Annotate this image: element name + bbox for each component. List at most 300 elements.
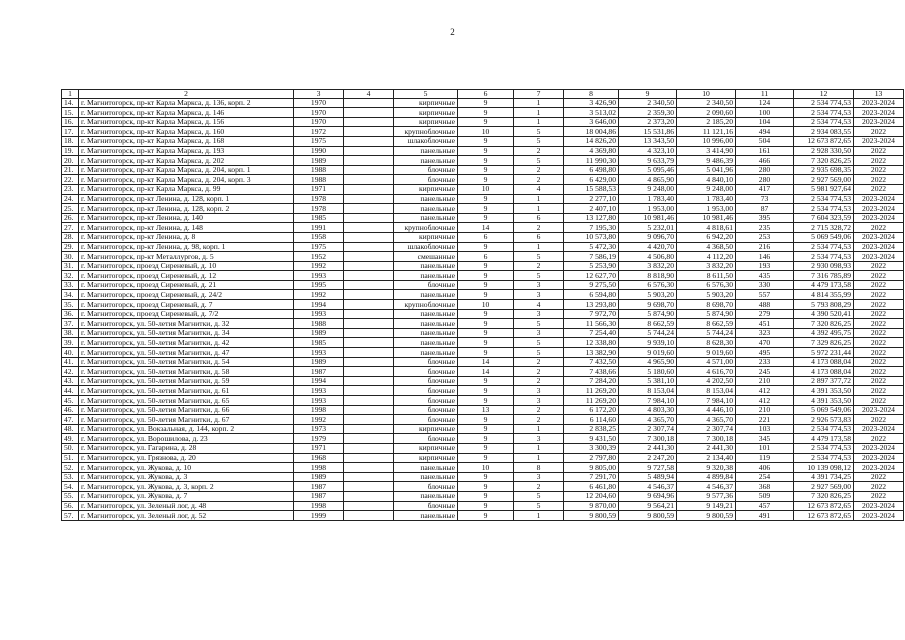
- table-cell: 2 340,50: [619, 98, 677, 108]
- table-cell: [344, 511, 394, 521]
- table-cell: 1: [514, 242, 564, 252]
- column-number-cell: 4: [344, 90, 394, 99]
- table-cell: 11 566,30: [564, 319, 619, 329]
- table-cell: 1975: [294, 136, 344, 146]
- table-cell: 7 316 785,89: [794, 271, 854, 281]
- table-cell: 9: [458, 472, 514, 482]
- table-cell: панельные: [394, 309, 458, 319]
- table-row: [62, 309, 904, 319]
- table-cell: 2 934 083,55: [794, 127, 854, 137]
- table-cell: г. Магнитогорск, ул. Жукова, д. 10: [79, 463, 294, 473]
- table-cell: 24.: [62, 194, 79, 204]
- table-cell: 6 942,20: [677, 232, 736, 242]
- table-row: [62, 232, 904, 242]
- table-cell: 4: [514, 300, 564, 310]
- table-cell: 6 576,30: [677, 280, 736, 290]
- table-cell: 9: [458, 290, 514, 300]
- table-cell: 4 202,50: [677, 376, 736, 386]
- table-cell: 1987: [294, 367, 344, 377]
- table-cell: панельные: [394, 348, 458, 358]
- table-cell: 9: [458, 175, 514, 185]
- table-cell: шлакоблочные: [394, 136, 458, 146]
- table-cell: 87: [736, 204, 794, 214]
- table-cell: панельные: [394, 472, 458, 482]
- table-cell: 5: [514, 252, 564, 262]
- table-cell: 1: [514, 443, 564, 453]
- column-number-cell: 11: [736, 90, 794, 99]
- table-cell: 1992: [294, 290, 344, 300]
- table-cell: 2 534 774,53: [794, 443, 854, 453]
- table-cell: 2023-2024: [854, 252, 904, 262]
- table-cell: 4 391 734,25: [794, 472, 854, 482]
- table-cell: 7 972,70: [564, 309, 619, 319]
- table-cell: 9 320,38: [677, 463, 736, 473]
- table-cell: 2: [514, 376, 564, 386]
- table-cell: г. Магнитогорск, ул. 50-летия Магнитки, д. 58: [79, 367, 294, 377]
- table-cell: 1993: [294, 309, 344, 319]
- table-cell: блочные: [394, 165, 458, 175]
- table-cell: 457: [736, 501, 794, 511]
- table-cell: 1978: [294, 204, 344, 214]
- table-cell: г. Магнитогорск, проезд Сиреневый, д. 7: [79, 300, 294, 310]
- table-cell: 2022: [854, 300, 904, 310]
- table-cell: 2022: [854, 328, 904, 338]
- table-cell: 4 420,70: [619, 242, 677, 252]
- table-cell: 2022: [854, 271, 904, 281]
- table-cell: 9: [458, 309, 514, 319]
- table-cell: [344, 280, 394, 290]
- table-cell: 4 616,70: [677, 367, 736, 377]
- table-cell: 1989: [294, 156, 344, 166]
- table-cell: 39.: [62, 338, 79, 348]
- table-cell: 9 870,00: [564, 501, 619, 511]
- table-cell: 8 153,04: [619, 386, 677, 396]
- table-cell: 2: [514, 223, 564, 233]
- table-cell: 9: [458, 338, 514, 348]
- table-cell: 9: [458, 156, 514, 166]
- table-cell: 5: [514, 271, 564, 281]
- table-cell: [344, 271, 394, 281]
- table-cell: 14: [458, 357, 514, 367]
- table-row: [62, 223, 904, 233]
- table-cell: 9: [458, 424, 514, 434]
- table-cell: блочные: [394, 386, 458, 396]
- table-cell: 2023-2024: [854, 501, 904, 511]
- table-cell: 53.: [62, 472, 79, 482]
- table-cell: 5: [514, 156, 564, 166]
- table-cell: 11 269,20: [564, 386, 619, 396]
- table-cell: 2 441,30: [677, 443, 736, 453]
- table-cell: 9 939,10: [619, 338, 677, 348]
- table-cell: 8 662,59: [619, 319, 677, 329]
- table-cell: 16.: [62, 117, 79, 127]
- table-cell: 14.: [62, 98, 79, 108]
- table-cell: г. Магнитогорск, пр-кт Ленина, д. 128, корп. 2: [79, 204, 294, 214]
- table-cell: [344, 482, 394, 492]
- table-cell: 9 577,36: [677, 491, 736, 501]
- table-cell: 2 897 377,72: [794, 376, 854, 386]
- table-row: [62, 136, 904, 146]
- table-cell: 466: [736, 156, 794, 166]
- table-cell: 103: [736, 424, 794, 434]
- table-cell: 30.: [62, 252, 79, 262]
- table-cell: 4 390 520,41: [794, 309, 854, 319]
- table-cell: 2022: [854, 434, 904, 444]
- table-cell: блочные: [394, 175, 458, 185]
- table-cell: 9: [458, 319, 514, 329]
- table-cell: [344, 136, 394, 146]
- table-cell: 2022: [854, 472, 904, 482]
- table-cell: г. Магнитогорск, ул. 50-летия Магнитки, д. 34: [79, 328, 294, 338]
- table-row: [62, 501, 904, 511]
- table-cell: 7 195,30: [564, 223, 619, 233]
- table-cell: 44.: [62, 386, 79, 396]
- table-cell: [344, 434, 394, 444]
- table-cell: 13 127,80: [564, 213, 619, 223]
- column-number-cell: 7: [514, 90, 564, 99]
- table-cell: г. Магнитогорск, ул. Зеленый лог, д. 52: [79, 511, 294, 521]
- table-cell: г. Магнитогорск, ул. Зеленый лог, д. 48: [79, 501, 294, 511]
- table-cell: 2: [514, 146, 564, 156]
- table-cell: 9: [458, 443, 514, 453]
- table-cell: 104: [736, 117, 794, 127]
- table-cell: 9: [458, 271, 514, 281]
- table-cell: 4 840,10: [677, 175, 736, 185]
- table-cell: 18.: [62, 136, 79, 146]
- table-cell: 7 300,18: [677, 434, 736, 444]
- table-cell: г. Магнитогорск, ул. 50-летия Магнитки, д. 59: [79, 376, 294, 386]
- table-cell: 1971: [294, 184, 344, 194]
- table-cell: 49.: [62, 434, 79, 444]
- table-cell: 12 627,70: [564, 271, 619, 281]
- table-cell: 470: [736, 338, 794, 348]
- table-cell: кирпичные: [394, 98, 458, 108]
- table-cell: 9 248,00: [619, 184, 677, 194]
- table-cell: панельные: [394, 328, 458, 338]
- table-cell: 3: [514, 472, 564, 482]
- table-cell: г. Магнитогорск, ул. Жукова, д. 3: [79, 472, 294, 482]
- table-cell: [344, 376, 394, 386]
- table-cell: 412: [736, 396, 794, 406]
- table-cell: 4 814 355,99: [794, 290, 854, 300]
- table-cell: 7 329 826,25: [794, 338, 854, 348]
- table-cell: 280: [736, 175, 794, 185]
- table-cell: г. Магнитогорск, пр-кт Карла Маркса, д. 156: [79, 117, 294, 127]
- table-cell: 5: [514, 338, 564, 348]
- table-cell: 7 291,70: [564, 472, 619, 482]
- table-cell: кирпичные: [394, 108, 458, 118]
- table-cell: 146: [736, 252, 794, 262]
- table-cell: г. Магнитогорск, пр-кт Металлургов, д. 5: [79, 252, 294, 262]
- table-cell: 4 392 495,75: [794, 328, 854, 338]
- table-cell: [344, 405, 394, 415]
- table-cell: 1988: [294, 165, 344, 175]
- table-row: [62, 146, 904, 156]
- table-cell: 9 019,60: [619, 348, 677, 358]
- table-cell: 2: [514, 261, 564, 271]
- table-row: [62, 348, 904, 358]
- table-cell: 1: [514, 98, 564, 108]
- table-cell: 9 248,00: [677, 184, 736, 194]
- table-row: [62, 165, 904, 175]
- table-cell: 235: [736, 223, 794, 233]
- table-cell: 5: [514, 127, 564, 137]
- table-cell: 6 461,80: [564, 482, 619, 492]
- table-cell: 2023-2024: [854, 108, 904, 118]
- table-cell: 412: [736, 386, 794, 396]
- table-cell: 9 096,70: [619, 232, 677, 242]
- table-cell: 233: [736, 357, 794, 367]
- table-cell: 504: [736, 136, 794, 146]
- table-cell: 2022: [854, 396, 904, 406]
- table-row: [62, 108, 904, 118]
- table-cell: 9: [458, 146, 514, 156]
- table-cell: 9: [458, 376, 514, 386]
- table-cell: 2023-2024: [854, 453, 904, 463]
- table-cell: 15.: [62, 108, 79, 118]
- table-cell: 9: [458, 453, 514, 463]
- table-cell: г. Магнитогорск, проезд Сиреневый, д. 12: [79, 271, 294, 281]
- table-cell: 35.: [62, 300, 79, 310]
- table-cell: 2022: [854, 482, 904, 492]
- table-cell: панельные: [394, 290, 458, 300]
- table-cell: г. Магнитогорск, пр-кт Ленина, д. 148: [79, 223, 294, 233]
- table-cell: 9: [458, 434, 514, 444]
- table-cell: 1991: [294, 223, 344, 233]
- table-cell: 330: [736, 280, 794, 290]
- table-cell: 9 431,50: [564, 434, 619, 444]
- table-cell: [344, 261, 394, 271]
- table-row: [62, 463, 904, 473]
- table-cell: 9 633,79: [619, 156, 677, 166]
- table-row: [62, 367, 904, 377]
- table-cell: 2 134,40: [677, 453, 736, 463]
- table-cell: 2023-2024: [854, 213, 904, 223]
- table-cell: 6 429,00: [564, 175, 619, 185]
- table-cell: 12 673 872,65: [794, 511, 854, 521]
- table-cell: 14: [458, 223, 514, 233]
- column-number-row: [62, 90, 904, 99]
- table-cell: 6 594,80: [564, 290, 619, 300]
- table-cell: 491: [736, 511, 794, 521]
- table-cell: панельные: [394, 319, 458, 329]
- table-row: [62, 482, 904, 492]
- table-cell: 4 391 353,50: [794, 396, 854, 406]
- table-cell: 37.: [62, 319, 79, 329]
- table-row: [62, 319, 904, 329]
- table-cell: 210: [736, 376, 794, 386]
- table-cell: 2 090,60: [677, 108, 736, 118]
- table-cell: 6 114,60: [564, 415, 619, 425]
- table-cell: 56.: [62, 501, 79, 511]
- table-cell: 7 284,20: [564, 376, 619, 386]
- table-cell: г. Магнитогорск, ул. 50-летия Магнитки, д. 32: [79, 319, 294, 329]
- table-row: [62, 98, 904, 108]
- table-cell: 19.: [62, 146, 79, 156]
- table-cell: [344, 348, 394, 358]
- table-cell: 2 534 774,53: [794, 453, 854, 463]
- table-cell: 1993: [294, 348, 344, 358]
- table-cell: 3: [514, 280, 564, 290]
- table-cell: 1992: [294, 415, 344, 425]
- table-cell: 4 479 173,58: [794, 434, 854, 444]
- table-row: [62, 184, 904, 194]
- table-cell: 15 531,86: [619, 127, 677, 137]
- table-cell: 9: [458, 98, 514, 108]
- table-cell: панельные: [394, 271, 458, 281]
- table-cell: 5: [514, 136, 564, 146]
- table-cell: 42.: [62, 367, 79, 377]
- table-cell: 2 307,74: [619, 424, 677, 434]
- table-cell: 2 926 573,83: [794, 415, 854, 425]
- table-cell: 4 479 173,58: [794, 280, 854, 290]
- table-cell: 5 180,60: [619, 367, 677, 377]
- table-cell: 18 004,86: [564, 127, 619, 137]
- table-cell: г. Магнитогорск, проезд Сиреневый, д. 24/2: [79, 290, 294, 300]
- table-cell: 2022: [854, 338, 904, 348]
- table-cell: 38.: [62, 328, 79, 338]
- table-cell: 5 903,20: [619, 290, 677, 300]
- table-cell: 9: [458, 396, 514, 406]
- table-row: [62, 213, 904, 223]
- table-row: [62, 117, 904, 127]
- table-cell: [344, 415, 394, 425]
- table-cell: 3 414,90: [677, 146, 736, 156]
- table-cell: [344, 472, 394, 482]
- table-cell: [344, 175, 394, 185]
- table-cell: 7 604 323,59: [794, 213, 854, 223]
- table-row: [62, 376, 904, 386]
- table-cell: 4 446,10: [677, 405, 736, 415]
- table-cell: [344, 309, 394, 319]
- table-cell: 9: [458, 194, 514, 204]
- table-cell: 1990: [294, 146, 344, 156]
- table-cell: 1979: [294, 434, 344, 444]
- table-cell: 4 365,70: [677, 415, 736, 425]
- table-cell: 2023-2024: [854, 405, 904, 415]
- table-cell: 13: [458, 405, 514, 415]
- table-cell: 47.: [62, 415, 79, 425]
- table-cell: кирпичные: [394, 184, 458, 194]
- table-cell: 17.: [62, 127, 79, 137]
- table-cell: 2 797,80: [564, 453, 619, 463]
- table-cell: панельные: [394, 491, 458, 501]
- table-cell: 345: [736, 434, 794, 444]
- table-cell: блочные: [394, 415, 458, 425]
- table-cell: 9: [458, 165, 514, 175]
- table-cell: блочные: [394, 376, 458, 386]
- table-cell: панельные: [394, 194, 458, 204]
- table-cell: 557: [736, 290, 794, 300]
- table-row: [62, 386, 904, 396]
- table-cell: 368: [736, 482, 794, 492]
- table-cell: 4 391 353,50: [794, 386, 854, 396]
- table-cell: 7 300,18: [619, 434, 677, 444]
- table-cell: 10 981,46: [619, 213, 677, 223]
- table-cell: 4 571,00: [677, 357, 736, 367]
- table-cell: 8: [514, 463, 564, 473]
- table-cell: 6 172,20: [564, 405, 619, 415]
- table-cell: 13 382,90: [564, 348, 619, 358]
- table-cell: 10 996,00: [677, 136, 736, 146]
- table-cell: 1971: [294, 443, 344, 453]
- table-cell: 1975: [294, 242, 344, 252]
- table-cell: 2 838,25: [564, 424, 619, 434]
- table-cell: 2 927 569,00: [794, 482, 854, 492]
- table-cell: 2 247,20: [619, 453, 677, 463]
- table-cell: 1: [514, 117, 564, 127]
- table-cell: 406: [736, 463, 794, 473]
- table-cell: 34.: [62, 290, 79, 300]
- table-cell: 1978: [294, 194, 344, 204]
- table-cell: 2023-2024: [854, 511, 904, 521]
- table-cell: 11 269,20: [564, 396, 619, 406]
- table-cell: 4 365,70: [619, 415, 677, 425]
- table-cell: 279: [736, 309, 794, 319]
- table-cell: г. Магнитогорск, ул. Ворошилова, д. 23: [79, 434, 294, 444]
- table-cell: 5 041,96: [677, 165, 736, 175]
- table-cell: 9 727,58: [619, 463, 677, 473]
- table-cell: 9: [458, 261, 514, 271]
- table-cell: г. Магнитогорск, пр-кт Карла Маркса, д. 160: [79, 127, 294, 137]
- table-cell: 1993: [294, 271, 344, 281]
- table-cell: 6: [514, 213, 564, 223]
- table-cell: 9: [458, 136, 514, 146]
- table-cell: 161: [736, 146, 794, 156]
- table-cell: шлакоблочные: [394, 242, 458, 252]
- table-cell: г. Магнитогорск, ул. 50-летия Магнитки, д. 65: [79, 396, 294, 406]
- table-cell: 2022: [854, 280, 904, 290]
- table-cell: 1952: [294, 252, 344, 262]
- table-cell: 2: [514, 165, 564, 175]
- table-cell: 1: [514, 108, 564, 118]
- table-cell: 2 928 330,50: [794, 146, 854, 156]
- table-cell: блочные: [394, 367, 458, 377]
- table-cell: 8 153,04: [677, 386, 736, 396]
- table-cell: [344, 319, 394, 329]
- table-cell: 55.: [62, 491, 79, 501]
- table-cell: 2 534 774,53: [794, 252, 854, 262]
- table-cell: кирпичные: [394, 443, 458, 453]
- table-cell: 417: [736, 184, 794, 194]
- table-row: [62, 194, 904, 204]
- table-cell: г. Магнитогорск, ул. 50-летия Магнитки, д. 61: [79, 386, 294, 396]
- table-cell: 2 441,30: [619, 443, 677, 453]
- table-cell: панельные: [394, 213, 458, 223]
- table-cell: 9: [458, 386, 514, 396]
- table-cell: 216: [736, 242, 794, 252]
- table-cell: 6: [458, 232, 514, 242]
- table-cell: г. Магнитогорск, ул. 50-летия Магнитки, д. 42: [79, 338, 294, 348]
- table-cell: 1987: [294, 482, 344, 492]
- table-cell: 1999: [294, 511, 344, 521]
- table-cell: [344, 146, 394, 156]
- table-cell: кирпичные: [394, 117, 458, 127]
- table-cell: 1 953,00: [619, 204, 677, 214]
- table-cell: 2022: [854, 415, 904, 425]
- table-cell: 36.: [62, 309, 79, 319]
- table-cell: 9 698,70: [619, 300, 677, 310]
- table-cell: 28.: [62, 232, 79, 242]
- table-cell: 8 628,30: [677, 338, 736, 348]
- table-row: [62, 511, 904, 521]
- table-cell: кирпичные: [394, 424, 458, 434]
- table-cell: 9 800,59: [564, 511, 619, 521]
- column-number-cell: 13: [854, 90, 904, 99]
- table-cell: 2023-2024: [854, 463, 904, 473]
- table-cell: 509: [736, 491, 794, 501]
- table-cell: 54.: [62, 482, 79, 492]
